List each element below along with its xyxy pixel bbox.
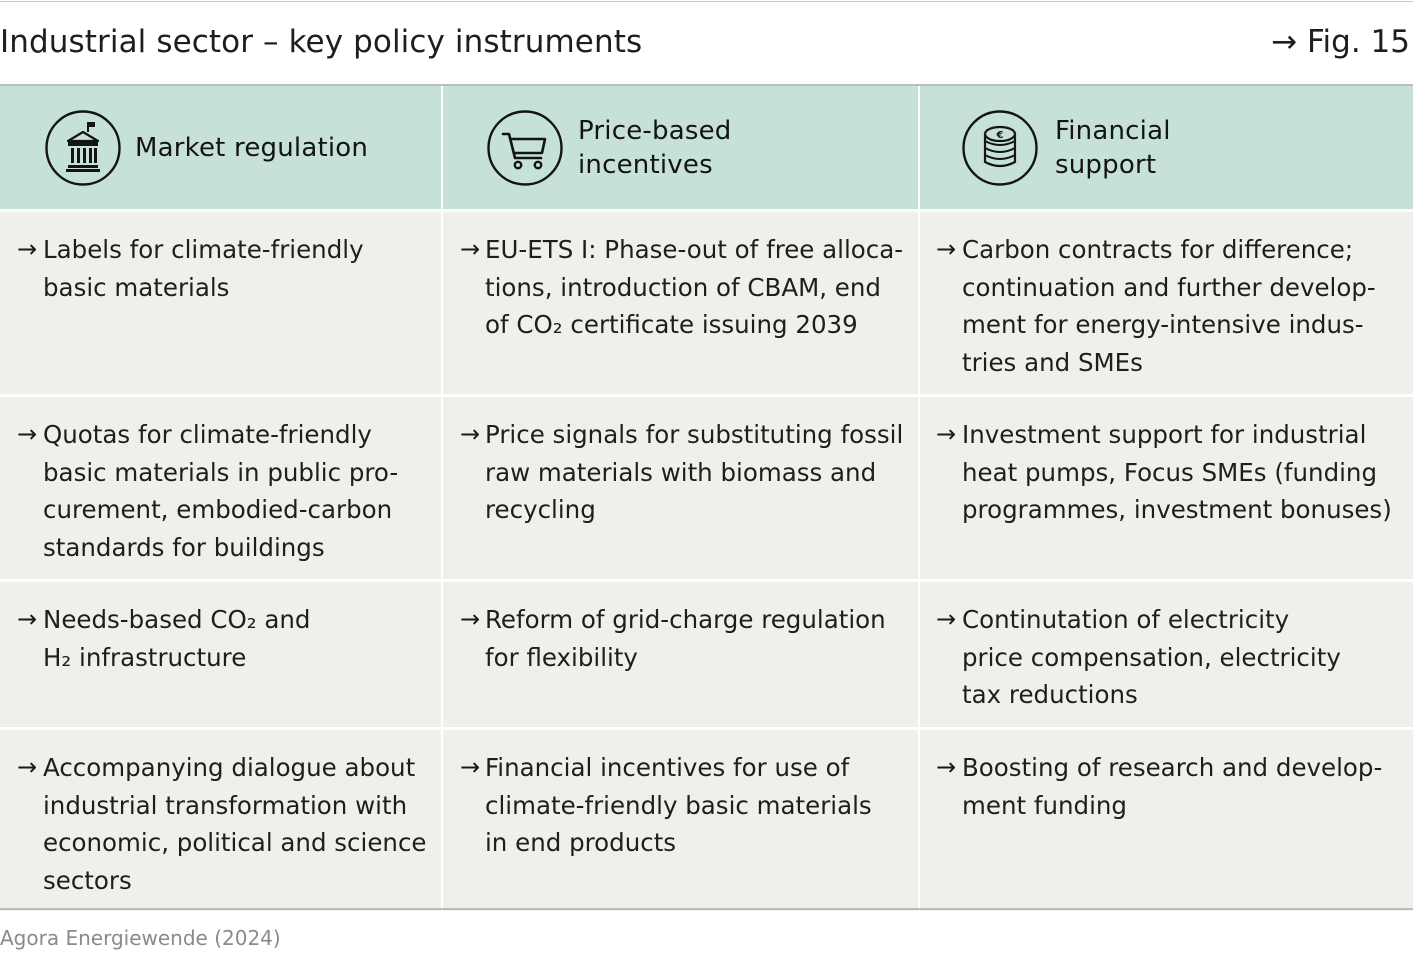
- euro-coins-stack-icon: [962, 110, 1038, 186]
- table-cell: [443, 212, 918, 394]
- table-cell: [920, 582, 1413, 727]
- table-cell: [920, 397, 1413, 579]
- column-header-financial-support: [920, 86, 1413, 209]
- arrow-bullet-icon: →: [936, 605, 957, 633]
- arrow-bullet-icon: →: [17, 753, 38, 781]
- cell-text: Carbon contracts for difference; continuation and further develop- ment for energy-intensive indus- tries and SMEs: [962, 235, 1376, 377]
- table-cell: [0, 730, 441, 911]
- column-header-market-regulation: [0, 86, 441, 209]
- table-cell: [443, 397, 918, 579]
- arrow-bullet-icon: →: [460, 753, 481, 781]
- cell-text: Financial incentives for use of climate-friendly basic materials in end products: [485, 753, 872, 857]
- cell-text: Boosting of research and develop- ment funding: [962, 753, 1383, 820]
- cell-text: Labels for climate-friendly basic materials: [43, 235, 364, 302]
- table-cell: [0, 582, 441, 727]
- shopping-cart-icon: [487, 110, 563, 186]
- column-header-price-based-incentives: [443, 86, 918, 209]
- arrow-bullet-icon: →: [460, 420, 481, 448]
- arrow-bullet-icon: →: [17, 235, 38, 263]
- table-cell: [0, 212, 441, 394]
- table-cell: [920, 730, 1413, 911]
- svg-text:€: €: [996, 129, 1004, 141]
- arrow-bullet-icon: →: [460, 605, 481, 633]
- cell-text: Reform of grid-charge regulation for flexibility: [485, 605, 886, 672]
- table-cell: [0, 397, 441, 579]
- table-cell: [443, 582, 918, 727]
- table-cell: [920, 212, 1413, 394]
- column-header-label: Financial support: [1055, 115, 1171, 180]
- arrow-bullet-icon: →: [936, 235, 957, 263]
- page-title: Industrial sector – key policy instruments: [0, 24, 643, 60]
- bottom-divider: [0, 908, 1413, 910]
- policy-table: [0, 86, 1413, 909]
- arrow-bullet-icon: →: [17, 420, 38, 448]
- table-cell: [443, 730, 918, 911]
- arrow-bullet-icon: →: [460, 235, 481, 263]
- cell-text: Price signals for substituting fossil raw materials with biomass and recycling: [485, 420, 904, 524]
- cell-text: Investment support for industrial heat pumps, Focus SMEs (funding programmes, investment bonuses): [962, 420, 1392, 524]
- source-credit: Agora Energiewende (2024): [0, 926, 281, 950]
- cell-text: Continutation of electricity price compensation, electricity tax reductions: [962, 605, 1341, 709]
- cell-text: Accompanying dialogue about industrial transformation with economic, political and science sectors: [43, 753, 427, 895]
- government-building-icon: [45, 110, 121, 186]
- column-header-label: Market regulation: [135, 132, 369, 163]
- top-rule: [0, 1, 1413, 2]
- column-header-label: Price-based incentives: [578, 115, 732, 180]
- cell-text: EU-ETS I: Phase-out of free alloca- tions, introduction of CBAM, end of CO₂ certificate issuing 2039: [485, 235, 904, 339]
- figure-reference: → Fig. 15: [1271, 24, 1410, 60]
- cell-text: Needs-based CO₂ and H₂ infrastructure: [43, 605, 311, 672]
- arrow-bullet-icon: →: [17, 605, 38, 633]
- arrow-bullet-icon: →: [936, 420, 957, 448]
- arrow-bullet-icon: →: [936, 753, 957, 781]
- cell-text: Quotas for climate-friendly basic materials in public pro- curement, embodied-carbon standards for buildings: [43, 420, 399, 562]
